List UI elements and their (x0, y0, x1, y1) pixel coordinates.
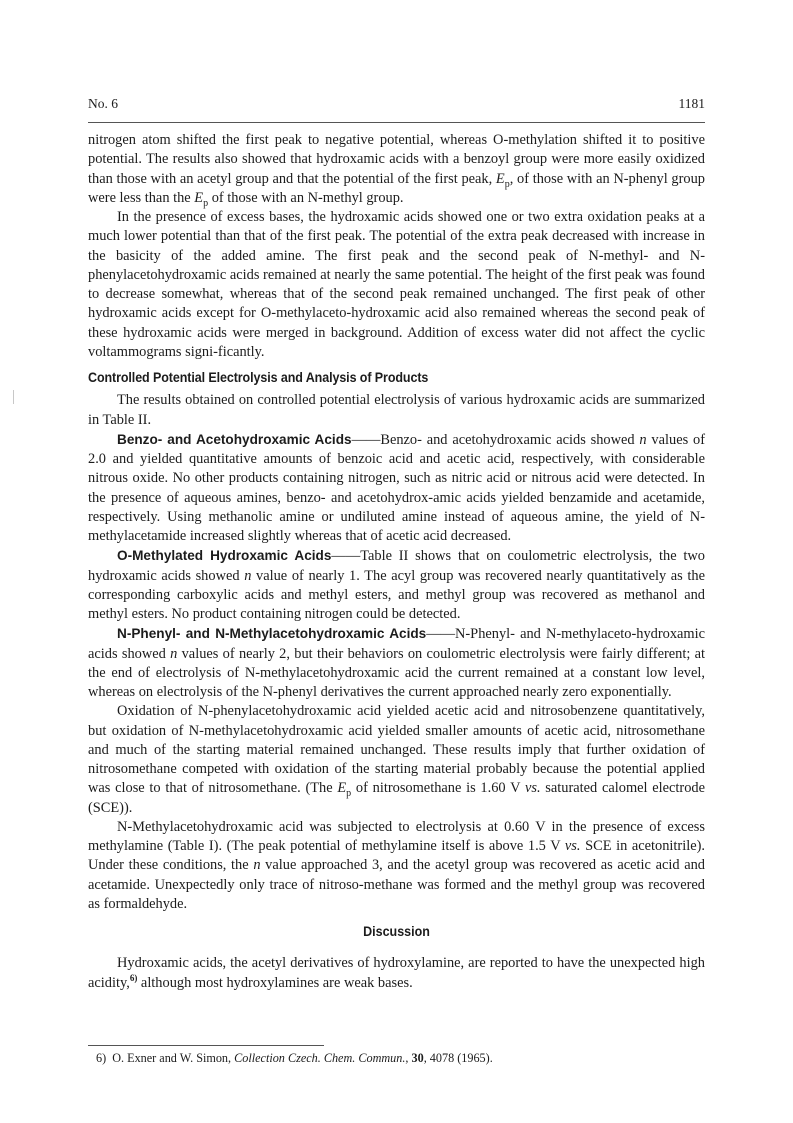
article-body (88, 131, 705, 993)
paragraph-1: nitrogen atom shifted the first peak to negative potential, whereas O-methylation shifted it to positive potential. The results also showed that hydroxamic acids with a benzoyl group were more easily oxidized than those with an acetyl group and that the potential of the first peak, $E_p$, of those with an N-phenyl group were less than the $E_p$ of those with an N-methyl group. (88, 132, 705, 209)
paragraph-discussion: Hydroxamic acids, the acetyl derivatives of hydroxylamine, are reported to have the unexpected high acidity,$^{6)}$ although most hydroxylamines are weak bases. (88, 955, 705, 991)
paragraph-methylamine: N-Methylacetohydroxamic acid was subjected to electrolysis at 0.60 V in the presence of excess methylamine (Table I). (The peak potential of methylamine itself is above 1.5 V vs. SCE in acetonitrile). Under these conditions, the n value approached 3, and the acetyl group was recovered as acetic acid and acetamide. Unexpectedly only trace of nitroso-methane was formed and the methyl group was recovered as formaldehyde. (88, 818, 705, 912)
paragraph-n-phenyl: N-Phenyl- and N-Methylacetohydroxamic Acids——N-Phenyl- and N-methylaceto-hydroxamic acids showed n values of nearly 2, but their behaviors on coulometric electrolysis were fairly different; at the end of electrolysis of N-methylacetohydroxamic acid the current remained at a constant low level, whereas on electrolysis of the N-phenyl derivatives the current approached nearly zero exponentially. (88, 626, 706, 700)
paragraph-3: The results obtained on controlled potential electrolysis of various hydroxamic acids are summarized in Table II. (88, 392, 705, 428)
page-header (88, 96, 705, 118)
run-in-heading: N-Phenyl- and N-Methylacetohydroxamic Acids (117, 626, 427, 642)
section-heading-electrolysis: Controlled Potential Electrolysis and Analysis of Products (88, 370, 429, 385)
header-rule (88, 122, 705, 123)
footnote-reference: 6) (129, 972, 138, 983)
run-in-heading: O-Methylated Hydroxamic Acids (117, 548, 332, 564)
section-heading-discussion: Discussion (363, 924, 430, 939)
run-in-heading: Benzo- and Acetohydroxamic Acids (117, 431, 352, 447)
paragraph-benzo-aceto: Benzo- and Acetohydroxamic Acids——Benzo- and acetohydroxamic acids showed n values of 2.0 and yielded quantitative amounts of benzoic acid and acetic acid, respectively, with considerable nitrous oxide. No other products containing nitrogen, such as nitric acid or nitrous acid were detected. In the presence of aqueous amines, benzo- and acetohydrox-amic acids yielded benzamide and acetamide, respectively. Using methanolic amine or undiluted amine instead of aqueous amine, the yield of N-methylacetamide increased slightly whereas that of acetic acid decreased. (88, 431, 705, 544)
paragraph-oxidation: Oxidation of N-phenylacetohydroxamic acid yielded acetic acid and nitrosobenzene quantitatively, but oxidation of N-methylacetohydroxamic acid yielded smaller amounts of acetic acid, nitrosomethane and much of the starting material remained unchanged. These results imply that further oxidation of nitrosomethane competed with oxidation of the starting material probably because the potential applied was close to that of nitrosomethane. (The $E_p$ of nitrosomethane is 1.60 V vs. saturated calomel electrode (SCE)). (88, 703, 705, 816)
footnote-rule (88, 1045, 324, 1046)
margin-mark (13, 390, 14, 404)
page-number: 1181 (678, 96, 705, 111)
paragraph-2: In the presence of excess bases, the hydroxamic acids showed one or two extra oxidation peaks at a much lower potential than that of the first peak. The potential of the extra peak decreased with increase in the basicity of the added amine. The first peak and the second peak of N-methyl- and N-phenylacetohydroxamic acids remained at nearly the same potential. The height of the first peak was found to decrease somewhat, whereas that of the second peak remained unchanged. The first peak of other hydroxamic acids except for O-methylaceto-hydroxamic acid also remained whereas the second peak of these hydroxamic acids were merged in background. Addition of excess water did not affect the cyclic voltammograms signi-ficantly. (88, 209, 705, 360)
footnote: 6) O. Exner and W. Simon, Collection Czech. Chem. Commun., 30, 4078 (1965). (96, 1051, 493, 1065)
issue-number: No. 6 (88, 96, 118, 111)
paragraph-o-methylated: O-Methylated Hydroxamic Acids——Table II shows that on coulometric electrolysis, the two hydroxamic acids showed n value of nearly 1. The acyl group was recovered nearly quantitatively as the corresponding carboxylic acids and methyl esters, and methyl group was recovered as methanol and methyl esters. No product containing nitrogen could be detected. (88, 548, 705, 622)
